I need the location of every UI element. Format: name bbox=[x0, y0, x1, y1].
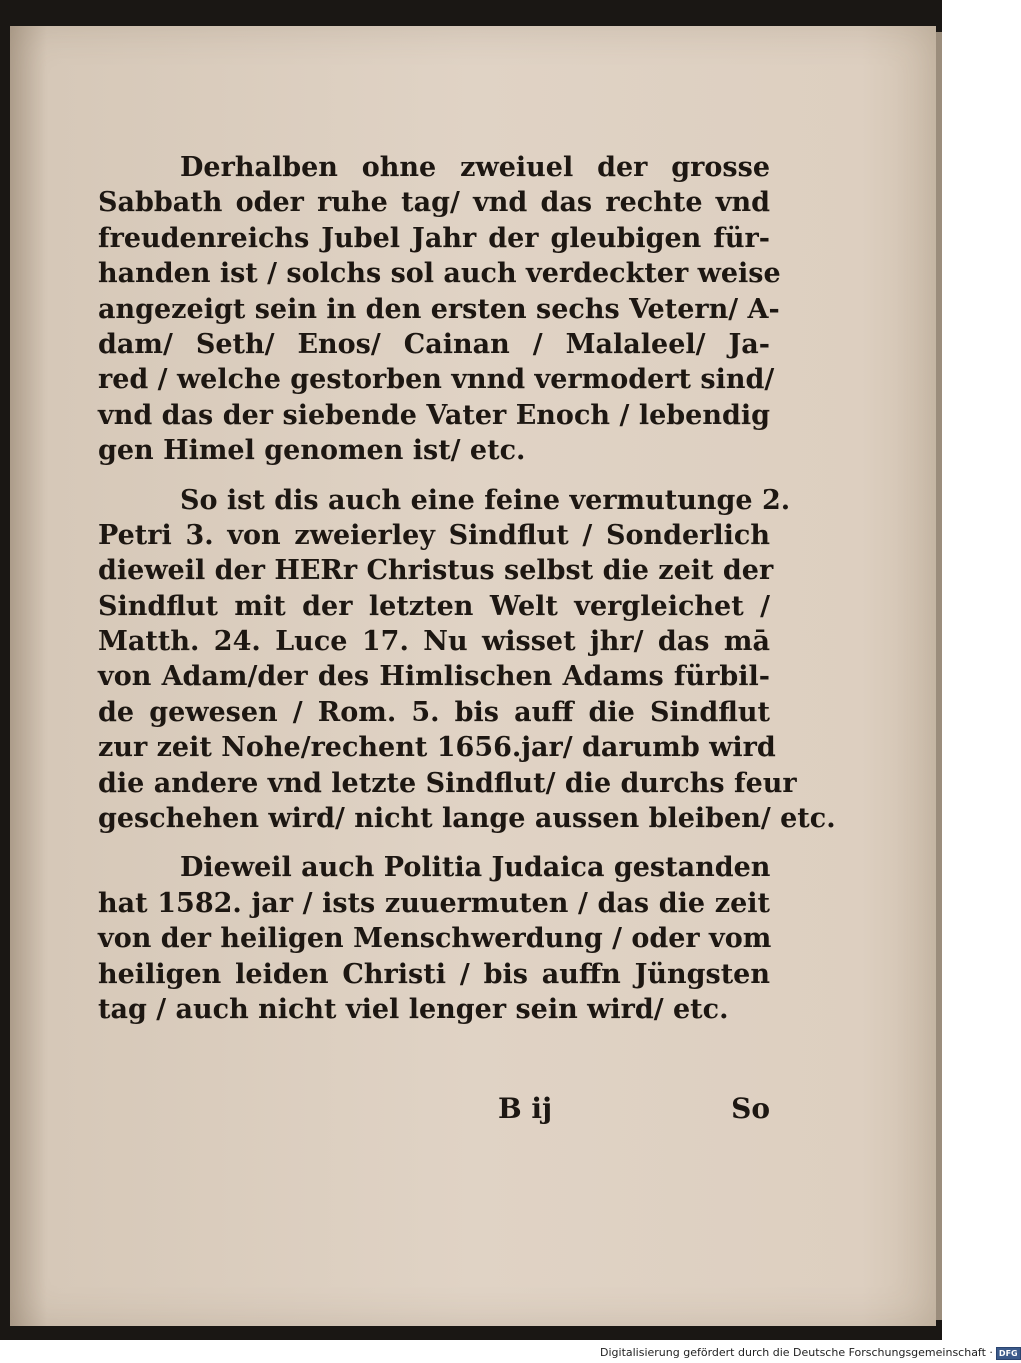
text-line: handen ist / solchs sol auch verdeckter weise bbox=[98, 258, 781, 290]
paragraph-2 bbox=[98, 483, 836, 837]
text-line: Matth. 24. Luce 17. Nu wisset jhr/ das mā bbox=[98, 626, 770, 658]
text-line: de gewesen / Rom. 5. bis auff die Sindflut bbox=[98, 696, 770, 728]
text-line: hat 1582. jar / ists zuuermuten / das die zeit bbox=[98, 887, 770, 919]
credit-text: Digitalisierung gefördert durch die Deutsche Forschungsgemeinschaft · bbox=[600, 1346, 993, 1359]
text-line: Derhalben ohne zweiuel der grosse bbox=[180, 152, 770, 183]
text-line: von der heiligen Menschwerdung / oder vom bbox=[98, 923, 772, 955]
catchword: So bbox=[731, 1092, 770, 1125]
paragraph-3 bbox=[98, 850, 770, 1027]
text-line: red / welche gestorben vnnd vermodert sind/ bbox=[98, 364, 775, 396]
digitization-credit bbox=[600, 1345, 1018, 1361]
signature-mark: B ij bbox=[498, 1092, 553, 1125]
text-line: die andere vnd letzte Sindflut/ die durchs feur bbox=[98, 767, 797, 799]
paragraph-1 bbox=[98, 150, 781, 469]
text-line: Sindflut mit der letzten Welt vergleichet / bbox=[98, 590, 770, 622]
text-line: gen Himel genomen ist/ etc. bbox=[98, 435, 526, 467]
text-line: geschehen wird/ nicht lange aussen bleiben/ etc. bbox=[98, 803, 836, 835]
text-line: tag / auch nicht viel lenger sein wird/ etc. bbox=[98, 993, 729, 1025]
page-footer bbox=[98, 1092, 770, 1132]
text-line: Dieweil auch Politia Judaica gestanden bbox=[180, 852, 771, 884]
dfg-logo-icon: DFG bbox=[996, 1347, 1021, 1360]
text-line: angezeigt sein in den ersten sechs Vetern/ A- bbox=[98, 293, 780, 325]
text-line: Sabbath oder ruhe tag/ vnd das rechte vnd bbox=[98, 187, 770, 219]
text-line: zur zeit Nohe/rechent 1656.jar/ darumb wird bbox=[98, 732, 776, 764]
text-line: dam/ Seth/ Enos/ Cainan / Malaleel/ Ja- bbox=[98, 328, 770, 360]
text-line: heiligen leiden Christi / bis auffn Jüngsten bbox=[98, 958, 770, 990]
page-edge bbox=[936, 32, 942, 1320]
text-line: vnd das der siebende Vater Enoch / lebendig bbox=[98, 399, 770, 431]
text-line: von Adam/der des Himlischen Adams fürbil- bbox=[98, 661, 770, 693]
text-line: freudenreichs Jubel Jahr der gleubigen für- bbox=[98, 222, 770, 254]
text-line: dieweil der HERr Christus selbst die zeit der bbox=[98, 555, 774, 587]
text-line: So ist dis auch eine feine vermutunge 2. bbox=[180, 484, 791, 516]
text-line: Petri 3. von zweierley Sindflut / Sonderlich bbox=[98, 519, 770, 551]
page-text bbox=[98, 150, 836, 1041]
